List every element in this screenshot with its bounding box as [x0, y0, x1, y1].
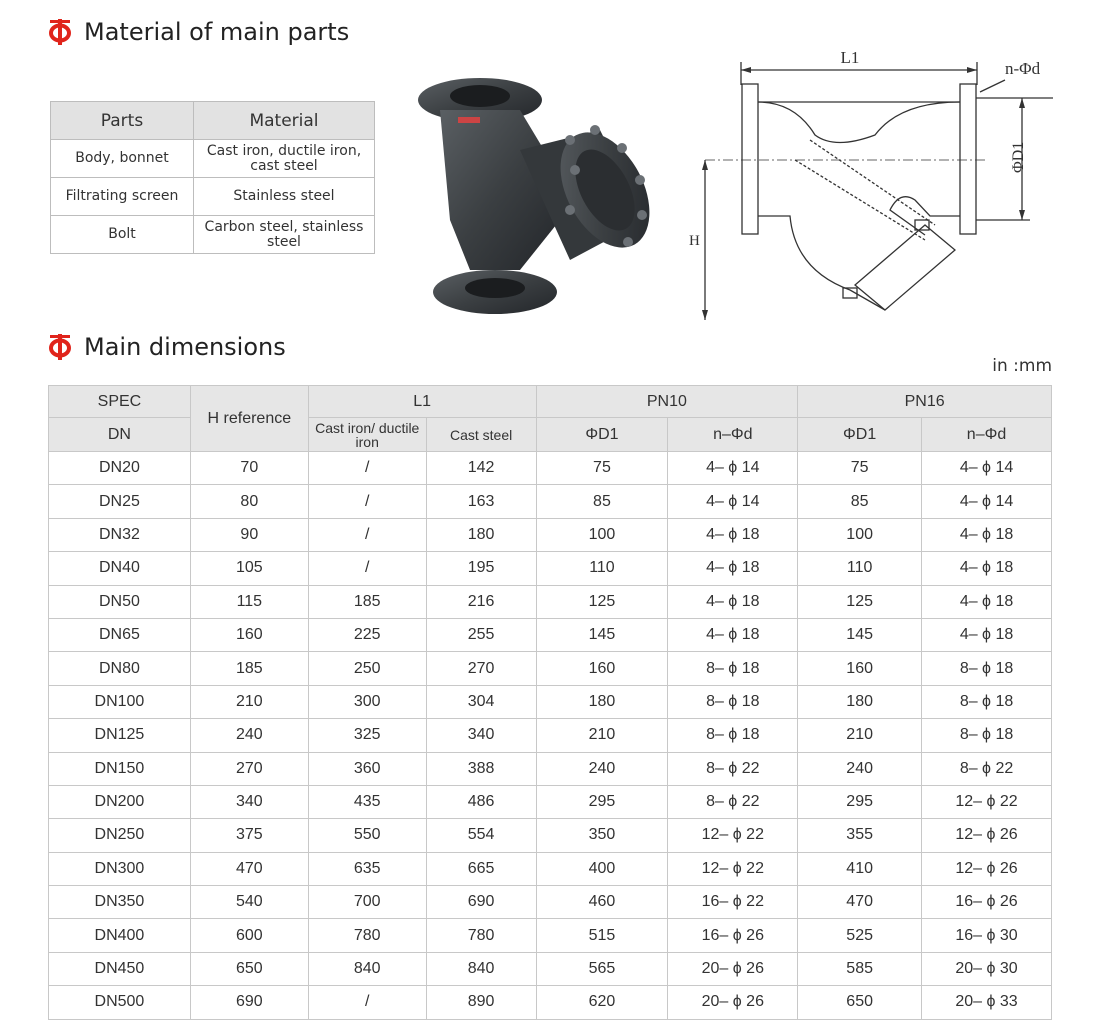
cell-pn16-d1: 410	[798, 852, 922, 885]
cell-l1-cast-iron: 185	[308, 585, 426, 618]
cell-pn16-d1: 470	[798, 886, 922, 919]
cell-l1-cast-iron: /	[308, 552, 426, 585]
table-row	[49, 952, 1052, 985]
cell-h: 650	[190, 952, 308, 985]
cell-l1-cast-steel: 180	[426, 518, 536, 551]
cell-pn16-nd: 16– ϕ 26	[922, 886, 1052, 919]
materials-material: Carbon steel, stainless steel	[194, 216, 375, 254]
cell-dn: DN32	[49, 518, 191, 551]
table-row	[51, 178, 375, 216]
cell-l1-cast-steel: 486	[426, 785, 536, 818]
materials-material: Cast iron, ductile iron, cast steel	[194, 140, 375, 178]
cell-pn16-d1: 85	[798, 485, 922, 518]
cell-pn10-nd: 4– ϕ 18	[668, 518, 798, 551]
cell-l1-cast-iron: /	[308, 986, 426, 1019]
cell-l1-cast-steel: 840	[426, 952, 536, 985]
table-row	[49, 886, 1052, 919]
cell-pn10-nd: 12– ϕ 22	[668, 852, 798, 885]
d1-label: ΦD1	[1010, 141, 1027, 173]
cell-pn10-nd: 8– ϕ 22	[668, 752, 798, 785]
cell-l1-cast-steel: 163	[426, 485, 536, 518]
cell-pn10-d1: 460	[536, 886, 668, 919]
cell-pn16-d1: 650	[798, 986, 922, 1019]
unit-note: in :mm	[992, 356, 1052, 376]
cell-pn10-nd: 16– ϕ 26	[668, 919, 798, 952]
cell-pn16-nd: 4– ϕ 18	[922, 552, 1052, 585]
cell-pn10-nd: 8– ϕ 18	[668, 652, 798, 685]
y-strainer-drawing	[675, 40, 1065, 330]
cell-pn10-nd: 4– ϕ 18	[668, 552, 798, 585]
table-row	[49, 819, 1052, 852]
cell-l1-cast-steel: 216	[426, 585, 536, 618]
cell-dn: DN500	[49, 986, 191, 1019]
cell-pn16-nd: 20– ϕ 33	[922, 986, 1052, 1019]
cell-l1-cast-iron: 435	[308, 785, 426, 818]
cell-pn10-nd: 20– ϕ 26	[668, 952, 798, 985]
header-pn10: PN10	[536, 386, 798, 418]
cell-pn16-nd: 8– ϕ 18	[922, 652, 1052, 685]
table-row	[49, 585, 1052, 618]
cell-h: 210	[190, 685, 308, 718]
cell-pn10-nd: 8– ϕ 18	[668, 685, 798, 718]
cell-pn10-d1: 565	[536, 952, 668, 985]
cell-pn10-d1: 125	[536, 585, 668, 618]
dimensions-section-title	[48, 333, 286, 361]
cell-pn16-nd: 4– ϕ 18	[922, 585, 1052, 618]
cell-l1-cast-steel: 340	[426, 719, 536, 752]
cell-dn: DN100	[49, 685, 191, 718]
table-row	[49, 552, 1052, 585]
table-row	[49, 752, 1052, 785]
cell-pn16-d1: 240	[798, 752, 922, 785]
cell-pn10-nd: 16– ϕ 22	[668, 886, 798, 919]
cell-pn10-d1: 240	[536, 752, 668, 785]
cell-pn10-d1: 295	[536, 785, 668, 818]
cell-l1-cast-iron: 700	[308, 886, 426, 919]
cell-pn16-nd: 4– ϕ 18	[922, 618, 1052, 651]
cell-pn16-nd: 12– ϕ 22	[922, 785, 1052, 818]
cell-pn16-d1: 355	[798, 819, 922, 852]
cell-l1-cast-steel: 388	[426, 752, 536, 785]
cell-dn: DN200	[49, 785, 191, 818]
materials-section-title	[48, 18, 349, 46]
cell-l1-cast-steel: 890	[426, 986, 536, 1019]
cell-h: 70	[190, 452, 308, 485]
cell-pn10-nd: 8– ϕ 18	[668, 719, 798, 752]
nd-label: n-Φd	[1005, 59, 1041, 78]
materials-part: Bolt	[51, 216, 194, 254]
cell-h: 105	[190, 552, 308, 585]
cell-pn10-nd: 12– ϕ 22	[668, 819, 798, 852]
materials-header-parts: Parts	[51, 102, 194, 140]
materials-part: Filtrating screen	[51, 178, 194, 216]
cell-dn: DN25	[49, 485, 191, 518]
cell-pn16-nd: 4– ϕ 18	[922, 518, 1052, 551]
cell-pn16-d1: 585	[798, 952, 922, 985]
cell-pn10-nd: 4– ϕ 18	[668, 585, 798, 618]
cell-pn10-d1: 145	[536, 618, 668, 651]
cell-l1-cast-steel: 665	[426, 852, 536, 885]
materials-title-text: Material of main parts	[84, 18, 350, 46]
cell-pn10-nd: 8– ϕ 22	[668, 785, 798, 818]
header-pn10-nd: n–Φd	[668, 418, 798, 452]
cell-l1-cast-iron: 360	[308, 752, 426, 785]
table-row	[49, 986, 1052, 1019]
l1-label: L1	[840, 48, 860, 67]
cell-l1-cast-iron: /	[308, 452, 426, 485]
cell-dn: DN20	[49, 452, 191, 485]
cell-h: 115	[190, 585, 308, 618]
dimensions-title-text: Main dimensions	[84, 333, 286, 361]
cell-dn: DN450	[49, 952, 191, 985]
cell-pn16-nd: 16– ϕ 30	[922, 919, 1052, 952]
cell-pn10-d1: 400	[536, 852, 668, 885]
cell-pn10-d1: 210	[536, 719, 668, 752]
table-row	[49, 685, 1052, 718]
cell-h: 160	[190, 618, 308, 651]
materials-header-material: Material	[194, 102, 375, 140]
table-row	[51, 140, 375, 178]
cell-l1-cast-iron: 250	[308, 652, 426, 685]
cell-pn10-d1: 180	[536, 685, 668, 718]
cell-h: 375	[190, 819, 308, 852]
cell-pn16-d1: 160	[798, 652, 922, 685]
cell-h: 185	[190, 652, 308, 685]
cell-dn: DN350	[49, 886, 191, 919]
cell-l1-cast-steel: 270	[426, 652, 536, 685]
materials-table	[50, 101, 375, 254]
cell-dn: DN125	[49, 719, 191, 752]
cell-l1-cast-iron: 300	[308, 685, 426, 718]
materials-part: Body, bonnet	[51, 140, 194, 178]
cell-h: 340	[190, 785, 308, 818]
cell-pn10-d1: 620	[536, 986, 668, 1019]
cell-l1-cast-iron: 780	[308, 919, 426, 952]
header-dn: DN	[49, 418, 191, 452]
cell-l1-cast-steel: 304	[426, 685, 536, 718]
phi-logo-icon	[48, 333, 72, 361]
cell-h: 240	[190, 719, 308, 752]
cell-l1-cast-iron: 840	[308, 952, 426, 985]
cell-h: 540	[190, 886, 308, 919]
cell-pn16-nd: 12– ϕ 26	[922, 819, 1052, 852]
cell-pn10-d1: 110	[536, 552, 668, 585]
cell-pn16-nd: 4– ϕ 14	[922, 485, 1052, 518]
y-strainer-photo	[410, 70, 665, 325]
cell-l1-cast-steel: 255	[426, 618, 536, 651]
table-row	[51, 216, 375, 254]
cell-l1-cast-steel: 690	[426, 886, 536, 919]
cell-l1-cast-steel: 142	[426, 452, 536, 485]
cell-pn10-d1: 75	[536, 452, 668, 485]
header-l1: L1	[308, 386, 536, 418]
cell-pn10-nd: 4– ϕ 18	[668, 618, 798, 651]
cell-l1-cast-steel: 554	[426, 819, 536, 852]
header-h-reference: H reference	[190, 386, 308, 452]
cell-dn: DN40	[49, 552, 191, 585]
cell-l1-cast-steel: 195	[426, 552, 536, 585]
header-cast-steel: Cast steel	[426, 418, 536, 452]
cell-pn10-nd: 4– ϕ 14	[668, 485, 798, 518]
table-row	[49, 652, 1052, 685]
table-row	[49, 618, 1052, 651]
header-pn10-d1: ΦD1	[536, 418, 668, 452]
cell-l1-cast-iron: /	[308, 518, 426, 551]
cell-h: 270	[190, 752, 308, 785]
cell-h: 90	[190, 518, 308, 551]
table-row	[49, 919, 1052, 952]
cell-dn: DN80	[49, 652, 191, 685]
table-row	[49, 485, 1052, 518]
cell-pn16-nd: 8– ϕ 18	[922, 719, 1052, 752]
cell-pn16-nd: 4– ϕ 14	[922, 452, 1052, 485]
header-pn16-d1: ΦD1	[798, 418, 922, 452]
cell-dn: DN400	[49, 919, 191, 952]
table-row	[49, 852, 1052, 885]
cell-pn16-d1: 145	[798, 618, 922, 651]
dimensions-table	[48, 385, 1052, 1020]
materials-material: Stainless steel	[194, 178, 375, 216]
cell-h: 600	[190, 919, 308, 952]
cell-pn10-d1: 100	[536, 518, 668, 551]
cell-pn16-d1: 210	[798, 719, 922, 752]
cell-pn16-d1: 295	[798, 785, 922, 818]
header-spec: SPEC	[49, 386, 191, 418]
cell-pn10-d1: 85	[536, 485, 668, 518]
table-row	[49, 452, 1052, 485]
phi-logo-icon	[48, 18, 72, 46]
cell-l1-cast-iron: 325	[308, 719, 426, 752]
cell-l1-cast-iron: 550	[308, 819, 426, 852]
table-row	[49, 719, 1052, 752]
cell-pn16-d1: 110	[798, 552, 922, 585]
cell-pn16-nd: 8– ϕ 22	[922, 752, 1052, 785]
header-pn16-nd: n–Φd	[922, 418, 1052, 452]
cell-l1-cast-iron: 225	[308, 618, 426, 651]
cell-dn: DN50	[49, 585, 191, 618]
cell-pn16-nd: 12– ϕ 26	[922, 852, 1052, 885]
cell-pn16-nd: 8– ϕ 18	[922, 685, 1052, 718]
h-label: H	[689, 233, 700, 249]
cell-l1-cast-iron: /	[308, 485, 426, 518]
cell-dn: DN65	[49, 618, 191, 651]
cell-h: 80	[190, 485, 308, 518]
cell-pn10-nd: 4– ϕ 14	[668, 452, 798, 485]
cell-l1-cast-iron: 635	[308, 852, 426, 885]
cell-pn10-d1: 160	[536, 652, 668, 685]
cell-h: 690	[190, 986, 308, 1019]
cell-pn16-d1: 75	[798, 452, 922, 485]
cell-pn16-d1: 100	[798, 518, 922, 551]
table-row	[49, 518, 1052, 551]
cell-l1-cast-steel: 780	[426, 919, 536, 952]
cell-h: 470	[190, 852, 308, 885]
cell-pn16-d1: 180	[798, 685, 922, 718]
header-pn16: PN16	[798, 386, 1052, 418]
cell-pn10-nd: 20– ϕ 26	[668, 986, 798, 1019]
cell-pn10-d1: 350	[536, 819, 668, 852]
cell-dn: DN300	[49, 852, 191, 885]
cell-pn10-d1: 515	[536, 919, 668, 952]
header-cast-iron: Cast iron/ ductile iron	[308, 418, 426, 452]
cell-dn: DN150	[49, 752, 191, 785]
cell-pn16-d1: 525	[798, 919, 922, 952]
cell-pn16-nd: 20– ϕ 30	[922, 952, 1052, 985]
cell-dn: DN250	[49, 819, 191, 852]
table-row	[49, 785, 1052, 818]
cell-pn16-d1: 125	[798, 585, 922, 618]
